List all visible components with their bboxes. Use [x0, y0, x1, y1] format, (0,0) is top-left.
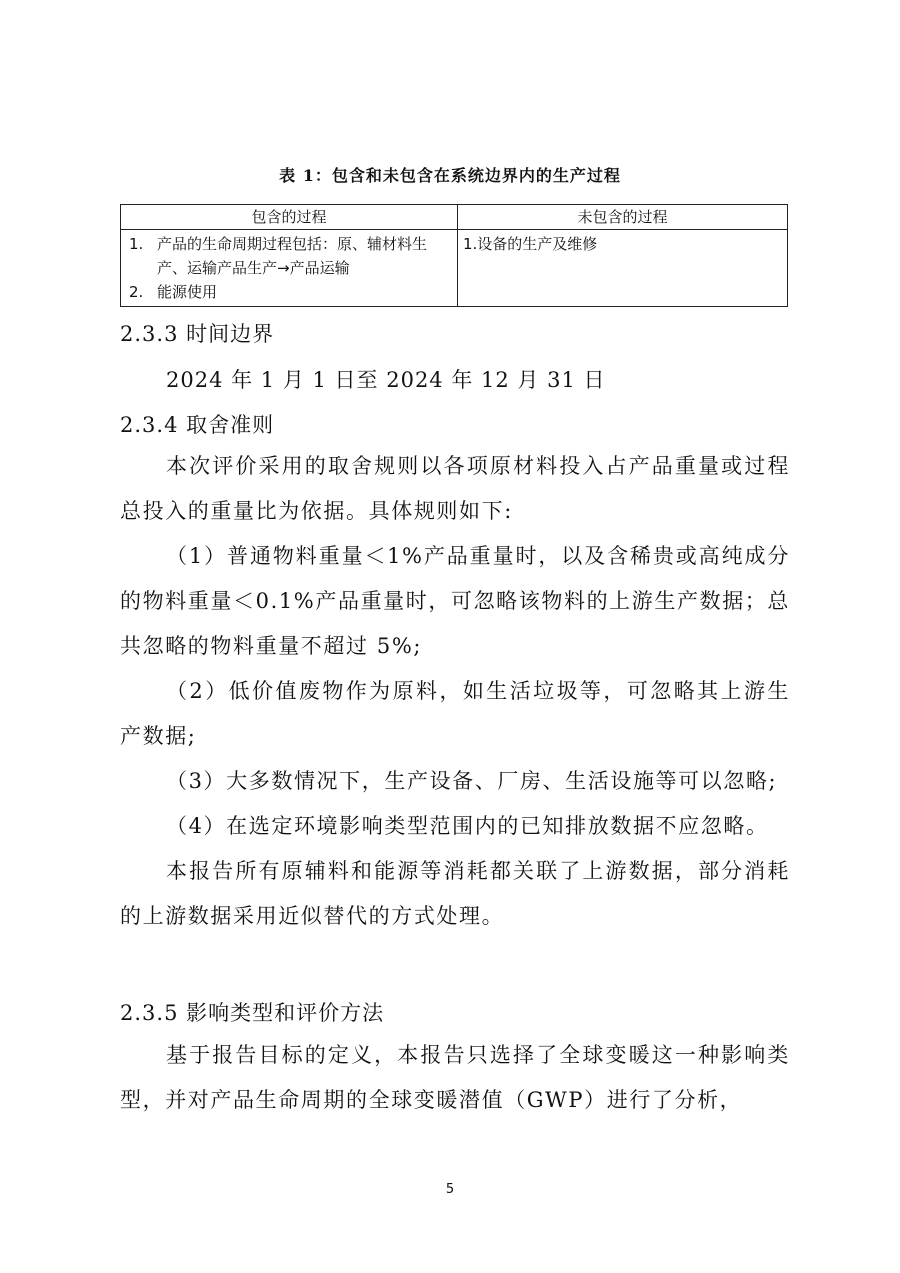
table-caption: 表 1：包含和未包含在系统边界内的生产过程 [279, 166, 621, 185]
table-header-row [121, 205, 788, 230]
page-number: 5 [445, 1182, 455, 1197]
cutoff-rules-body [120, 444, 790, 939]
paragraph: （1）普通物料重量＜1%产品重量时，以及含稀贵或高纯成分的物料重量＜0.1%产品重量时，可忽略该物料的上游生产数据；总共忽略的物料重量不超过 5%; [120, 544, 790, 658]
time-boundary-text: 2024 年 1 月 1 日至 2024 年 12 月 31 日 [166, 368, 606, 392]
paragraph: 本次评价采用的取舍规则以各项原材料投入占产品重量或过程总投入的重量比为依据。具体规则如下: [120, 454, 790, 523]
paragraph: （3）大多数情况下，生产设备、厂房、生活设施等可以忽略; [166, 769, 778, 793]
list-item [126, 280, 452, 304]
system-boundary-table [120, 204, 788, 307]
paragraph: 本报告所有原辅料和能源等消耗都关联了上游数据，部分消耗的上游数据采用近似替代的方式处理。 [120, 859, 790, 928]
list-text: 能源使用 [157, 283, 218, 301]
table-header-included: 包含的过程 [121, 205, 458, 230]
paragraph: （2）低价值废物作为原料，如生活垃圾等，可忽略其上游生产数据; [120, 679, 790, 748]
list-number: 2. [129, 283, 144, 301]
list-item [126, 232, 452, 280]
section-heading-cutoff-rules: 2.3.4 取舍准则 [120, 413, 275, 437]
list-text: 产品的生命周期过程包括：原、辅材料生产、运输产品生产→产品运输 [157, 235, 428, 277]
excluded-cell: 1.设备的生产及维修 [458, 230, 788, 307]
paragraph: 基于报告目标的定义，本报告只选择了全球变暖这一种影响类型，并对产品生命周期的全球变暖潜值（GWP）进行了分析， [120, 1043, 790, 1112]
paragraph: （4）在选定环境影响类型范围内的已知排放数据不应忽略。 [166, 814, 769, 838]
section-heading-time-boundary: 2.3.3 时间边界 [120, 322, 275, 346]
section-heading-impact-category: 2.3.5 影响类型和评价方法 [120, 1001, 385, 1025]
impact-category-body [120, 1033, 790, 1123]
table-header-excluded: 未包含的过程 [458, 205, 788, 230]
list-number: 1. [129, 235, 144, 253]
table-row [121, 230, 788, 307]
included-cell [121, 230, 458, 307]
